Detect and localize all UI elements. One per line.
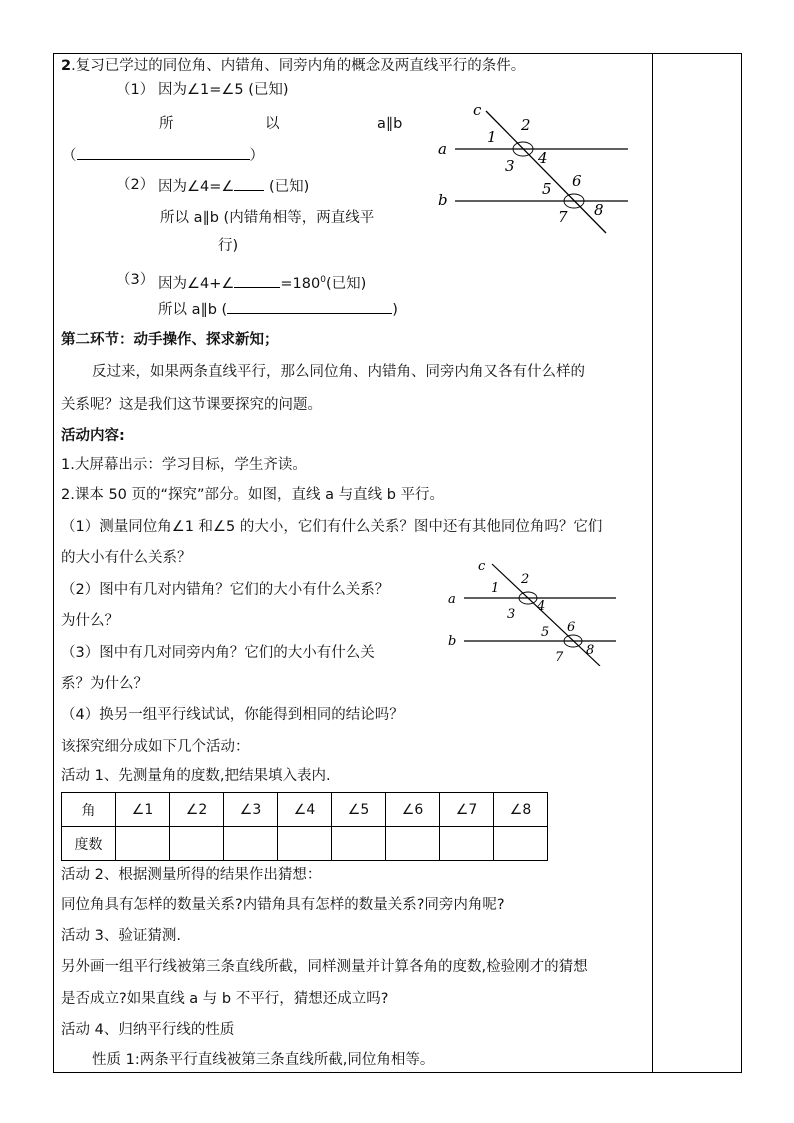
item2-given-post: (已知)	[264, 179, 310, 195]
item1-number: （1）	[116, 82, 155, 98]
question2-line1: （2）图中有几对内错角？它们的大小有什么关系？	[61, 582, 390, 598]
paren-open: （	[62, 148, 77, 164]
review-heading	[61, 56, 525, 76]
item2-number: （2）	[116, 177, 155, 193]
activity-2-text: 2.课本 50 页的“探究”部分。如图，直线 a 与直线 b 平行。	[61, 487, 445, 503]
angle-label-1-2: 1	[491, 581, 500, 596]
angle-label-2-2: 2	[521, 572, 530, 587]
angle-label-1: 1	[487, 128, 497, 146]
parallel-lines-figure-1	[430, 98, 640, 238]
question2-line2: 为什么？	[61, 613, 119, 629]
angle-label-6-2: 6	[567, 620, 576, 635]
activity3-text-line1: 另外画一组平行线被第三条直线所截，同样测量并计算各角的度数,检验刚才的猜想	[61, 959, 588, 975]
activity4-heading: 活动 4、归纳平行线的性质	[61, 1022, 235, 1038]
para1-line1: 反过来，如果两条直线平行，那么同位角、内错角、同旁内角又各有什么样的	[92, 364, 585, 380]
table-header-row	[62, 793, 548, 827]
activity2-question: 同位角具有怎样的数量关系?内错角具有怎样的数量关系?同旁内角呢?	[61, 897, 505, 913]
question1-line2: 的大小有什么关系？	[61, 550, 192, 566]
activity2-heading: 活动 2、根据测量所得的结果作出猜想：	[61, 867, 322, 883]
angle-label-7: 7	[558, 208, 568, 226]
angle-measure-table	[61, 792, 548, 861]
angle-label-7-2: 7	[555, 650, 564, 665]
item3-degree-sup: 0	[320, 275, 326, 285]
label-b: b	[438, 191, 448, 209]
angle-label-8-2: 8	[586, 643, 595, 658]
angle-label-5: 5	[542, 180, 552, 198]
question1-line1: （1）测量同位角∠1 和∠5 的大小，它们有什么关系？图中还有其他同位角吗？它们	[61, 519, 603, 535]
table-col-angle6: ∠6	[386, 793, 440, 827]
item1-reason	[62, 144, 264, 166]
table-cell-angle3[interactable]	[224, 827, 278, 861]
item3-given-post: (已知)	[325, 275, 367, 292]
item3-blank2[interactable]	[227, 298, 392, 314]
table-cell-angle4[interactable]	[278, 827, 332, 861]
table-cell-angle8[interactable]	[494, 827, 548, 861]
item1-given: 因为∠1=∠5 (已知)	[158, 82, 289, 98]
angle-label-6: 6	[572, 172, 582, 190]
item2-conclusion-line2: 行)	[218, 238, 239, 254]
question3-line2: 系？为什么？	[61, 676, 148, 692]
item3-given-pre: 因为∠4+∠	[158, 275, 235, 292]
activity-heading: 活动内容:	[61, 428, 125, 444]
item2-blank[interactable]	[234, 175, 264, 191]
label-b-2: b	[448, 634, 457, 649]
label-a-2: a	[448, 592, 456, 607]
angle-label-4-2: 4	[537, 599, 546, 614]
table-col-angle4: ∠4	[278, 793, 332, 827]
item3-given	[158, 270, 366, 294]
table-cell-angle2[interactable]	[170, 827, 224, 861]
label-a: a	[438, 140, 447, 158]
column-divider	[652, 53, 653, 1073]
item3-concl-pre: 所以 a∥b (	[158, 302, 228, 318]
review-heading-number: 2	[61, 58, 72, 74]
table-col-angle1: ∠1	[116, 793, 170, 827]
review-heading-text: .复习已学过的同位角、内错角、同旁内角的概念及两直线平行的条件。	[71, 58, 526, 74]
para1-line2: 关系呢？这是我们这节课要探究的问题。	[61, 397, 322, 413]
angle-label-5-2: 5	[541, 625, 550, 640]
label-c: c	[473, 101, 482, 119]
table-header-label: 角	[62, 793, 116, 827]
table-cell-angle1[interactable]	[116, 827, 170, 861]
angle-label-2: 2	[521, 116, 531, 134]
split-intro: 该探究细分成如下几个活动：	[61, 739, 250, 755]
item2-conclusion-line1: 所以 a∥b (内错角相等，两直线平	[160, 210, 375, 226]
item2-given	[158, 175, 309, 197]
angle-label-4: 4	[538, 149, 548, 167]
table-col-angle3: ∠3	[224, 793, 278, 827]
table-col-angle8: ∠8	[494, 793, 548, 827]
angle-label-8: 8	[594, 201, 604, 219]
table-row	[62, 827, 548, 861]
item3-conclusion	[158, 298, 398, 320]
label-c-2: c	[478, 559, 486, 574]
item3-given-mid: =180	[280, 275, 321, 292]
item3-blank[interactable]	[234, 272, 280, 288]
parallel-lines-figure-2	[440, 556, 630, 666]
table-row-label: 度数	[62, 827, 116, 861]
table-cell-angle7[interactable]	[440, 827, 494, 861]
activity-1-text: 1.大屏幕出示：学习目标，学生齐读。	[61, 457, 307, 473]
table-cell-angle5[interactable]	[332, 827, 386, 861]
question4: （4）换另一组平行线试试，你能得到相同的结论吗？	[61, 707, 404, 723]
activity3-text-line2: 是否成立?如果直线 a 与 b 不平行，猜想还成立吗?	[61, 991, 389, 1007]
paren-close: ）	[249, 148, 264, 164]
item1-blank[interactable]	[77, 144, 250, 160]
item1-conclusion: a∥b	[377, 116, 403, 132]
item1-so-a: 所	[159, 116, 174, 132]
item3-concl-post: )	[392, 302, 398, 318]
table-col-angle7: ∠7	[440, 793, 494, 827]
table-col-angle5: ∠5	[332, 793, 386, 827]
angle-label-3: 3	[505, 157, 515, 175]
angle-label-3-2: 3	[507, 607, 516, 622]
item3-number: （3）	[116, 272, 155, 288]
section2-title: 第二环节：动手操作、探求新知；	[61, 332, 279, 348]
property1: 性质 1:两条平行直线被第三条直线所截,同位角相等。	[92, 1052, 435, 1068]
item1-so-b: 以	[265, 116, 280, 132]
table-col-angle2: ∠2	[170, 793, 224, 827]
item2-given-pre: 因为∠4=∠	[158, 179, 235, 195]
activity3-heading: 活动 3、验证猜测.	[61, 928, 181, 944]
question3-line1: （3）图中有几对同旁内角？它们的大小有什么关	[61, 645, 375, 661]
table-cell-angle6[interactable]	[386, 827, 440, 861]
line-c	[486, 111, 606, 233]
activity1-heading: 活动 1、先测量角的度数,把结果填入表内.	[61, 768, 331, 784]
